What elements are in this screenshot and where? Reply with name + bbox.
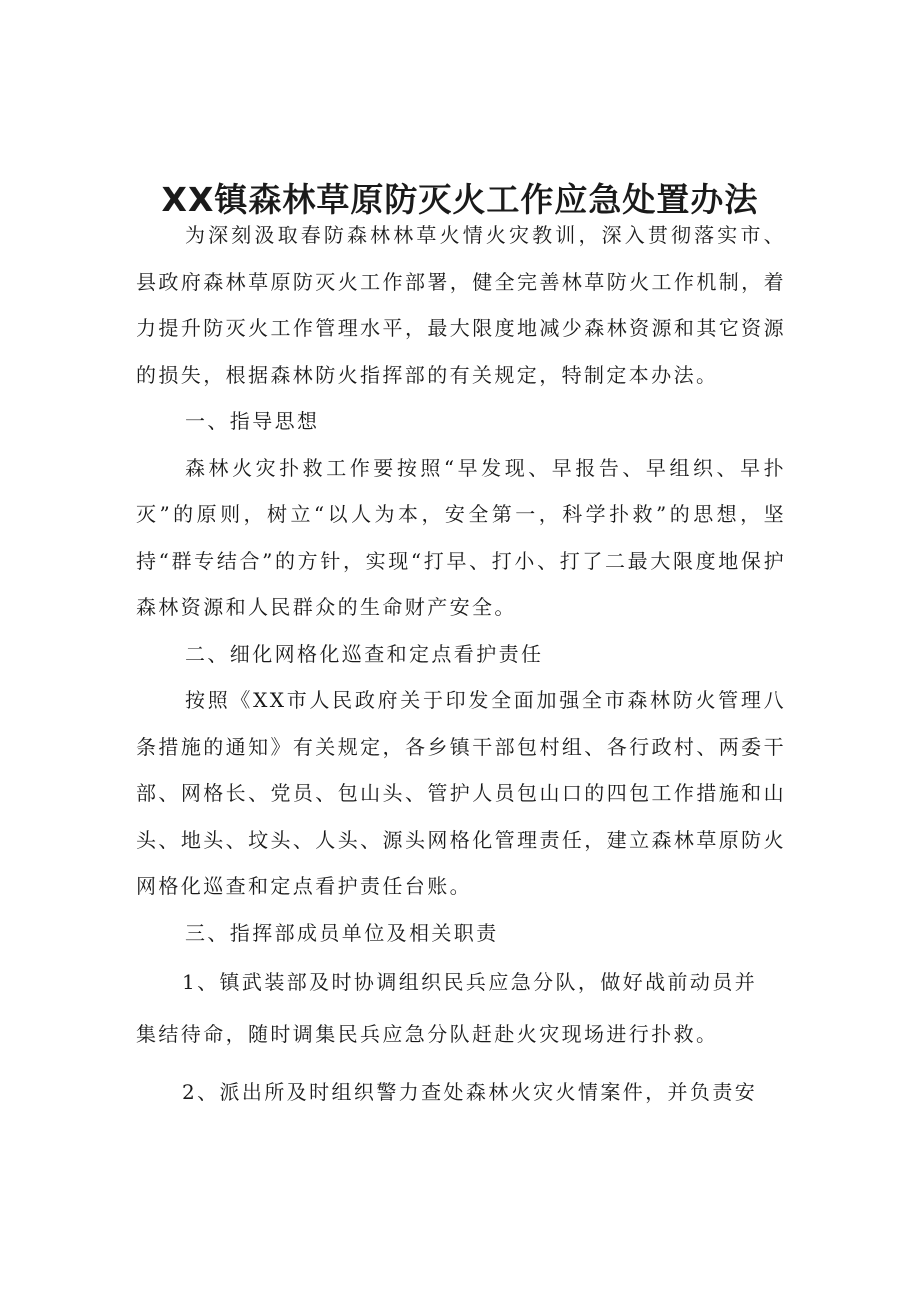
section-heading-3: 三、指挥部成员单位及相关职责	[185, 920, 499, 945]
section-2-paragraph: 按照《XX市人民政府关于印发全面加强全市森林防火管理八条措施的通知》有关规定，各乡镇干部包村组、各行政村、两委干部、网格长、党员、包山头、管护人员包山口的四包工作措施和山头、地头、坟头、人头、源头网格化管理责任，建立森林草原防火网格化巡查和定点看护责任台账。	[136, 688, 786, 898]
intro-paragraph: 为深刻汲取春防森林林草火情火灾教训，深入贯彻落实市、县政府森林草原防灭火工作部署，健全完善林草防火工作机制，着力提升防灭火工作管理水平，最大限度地减少森林资源和其它资源的损失，根据森林防火指挥部的有关规定，特制定本办法。	[136, 223, 786, 387]
list-item-1: 1、镇武装部及时协调组织民兵应急分队，做好战前动员并	[182, 970, 758, 994]
list-item-1-continued: 集结待命，随时调集民兵应急分队赶赴火灾现场进行扑救。	[136, 1022, 719, 1046]
document-body	[136, 212, 786, 1118]
section-heading-2: 二、细化网格化巡查和定点看护责任	[185, 641, 544, 666]
document-title: XX镇森林草原防灭火工作应急处置办法	[161, 180, 759, 219]
section-1-paragraph: 森林火灾扑救工作要按照“早发现、早报告、早组织、早扑灭”的原则，树立“以人为本，安全第一，科学扑救”的思想，坚持“群专结合”的方针，实现“打早、打小、打了二最大限度地保护森林资源和人民群众的生命财产安全。	[136, 455, 786, 619]
section-heading-1: 一、指导思想	[185, 409, 320, 433]
list-item-2: 2、派出所及时组织警力查处森林火灾火情案件，并负责安	[182, 1080, 758, 1104]
